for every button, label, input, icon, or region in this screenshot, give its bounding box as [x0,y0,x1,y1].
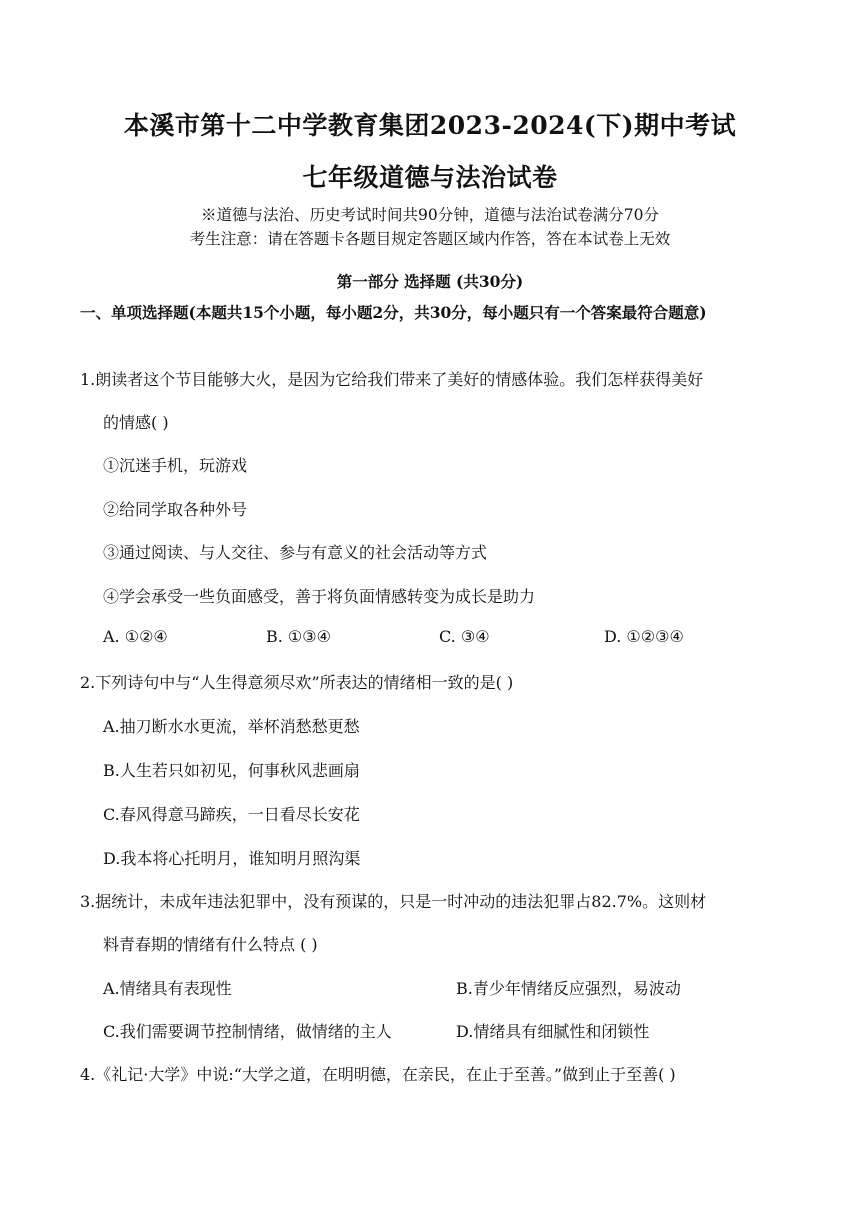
question-1-option-a: A. ①②④ [103,627,168,646]
question-3-stem-cont: 料青春期的情绪有什么特点 ( ) [103,935,318,954]
question-1-option-b: B. ①③④ [266,627,331,646]
question-3-option-c: C.我们需要调节控制情绪，做情绪的主人 [103,1022,392,1041]
question-3-option-a: A.情绪具有表现性 [103,979,232,998]
question-1-item-1: ①沉迷手机，玩游戏 [103,456,248,475]
section-title: 第一部分 选择题 (共30分) [336,272,524,291]
question-2-option-a: A.抽刀断水水更流，举杯消愁愁更愁 [103,717,360,736]
question-1-stem: 1.朗读者这个节目能够大火，是因为它给我们带来了美好的情感体验。我们怎样获得美好 [80,370,704,389]
question-1-item-2: ②给同学取各种外号 [103,500,248,519]
question-1-stem-cont: 的情感( ) [103,413,169,432]
answer-instruction-note: 考生注意：请在答题卡各题目规定答题区域内作答，答在本试卷上无效 [189,230,671,248]
section-instruction: 一、单项选择题(本题共15个小题，每小题2分，共30分，每小题只有一个答案最符合题意) [80,303,707,322]
question-2-option-d: D.我本将心托明月，谁知明月照沟渠 [103,849,361,868]
exam-title: 本溪市第十二中学教育集团2023-2024(下)期中考试 [123,111,737,140]
question-1-item-4: ④学会承受一些负面感受，善于将负面情感转变为成长是助力 [103,587,536,606]
question-2-stem: 2.下列诗句中与“人生得意须尽欢”所表达的情绪相一致的是( ) [80,673,514,692]
question-1-option-c: C. ③④ [439,627,490,646]
question-4-stem: 4.《礼记·大学》中说:“大学之道，在明明德，在亲民，在止于至善。”做到止于至善( ) [80,1065,676,1084]
question-2-option-c: C.春风得意马蹄疾，一日看尽长安花 [103,805,360,824]
question-3-stem: 3.据统计，未成年违法犯罪中，没有预谋的，只是一时冲动的违法犯罪占82.7%。这则材 [80,892,707,911]
question-3-option-b: B.青少年情绪反应强烈，易波动 [456,979,681,998]
question-3-option-d: D.情绪具有细腻性和闭锁性 [456,1022,650,1041]
question-1-item-3: ③通过阅读、与人交往、参与有意义的社会活动等方式 [103,543,488,562]
question-2-option-b: B.人生若只如初见，何事秋风悲画扇 [103,761,360,780]
question-1-option-d: D. ①②③④ [604,627,684,646]
time-score-note: ※道德与法治、历史考试时间共90分钟，道德与法治试卷满分70分 [201,206,659,224]
exam-subtitle: 七年级道德与法治试卷 [302,163,558,192]
